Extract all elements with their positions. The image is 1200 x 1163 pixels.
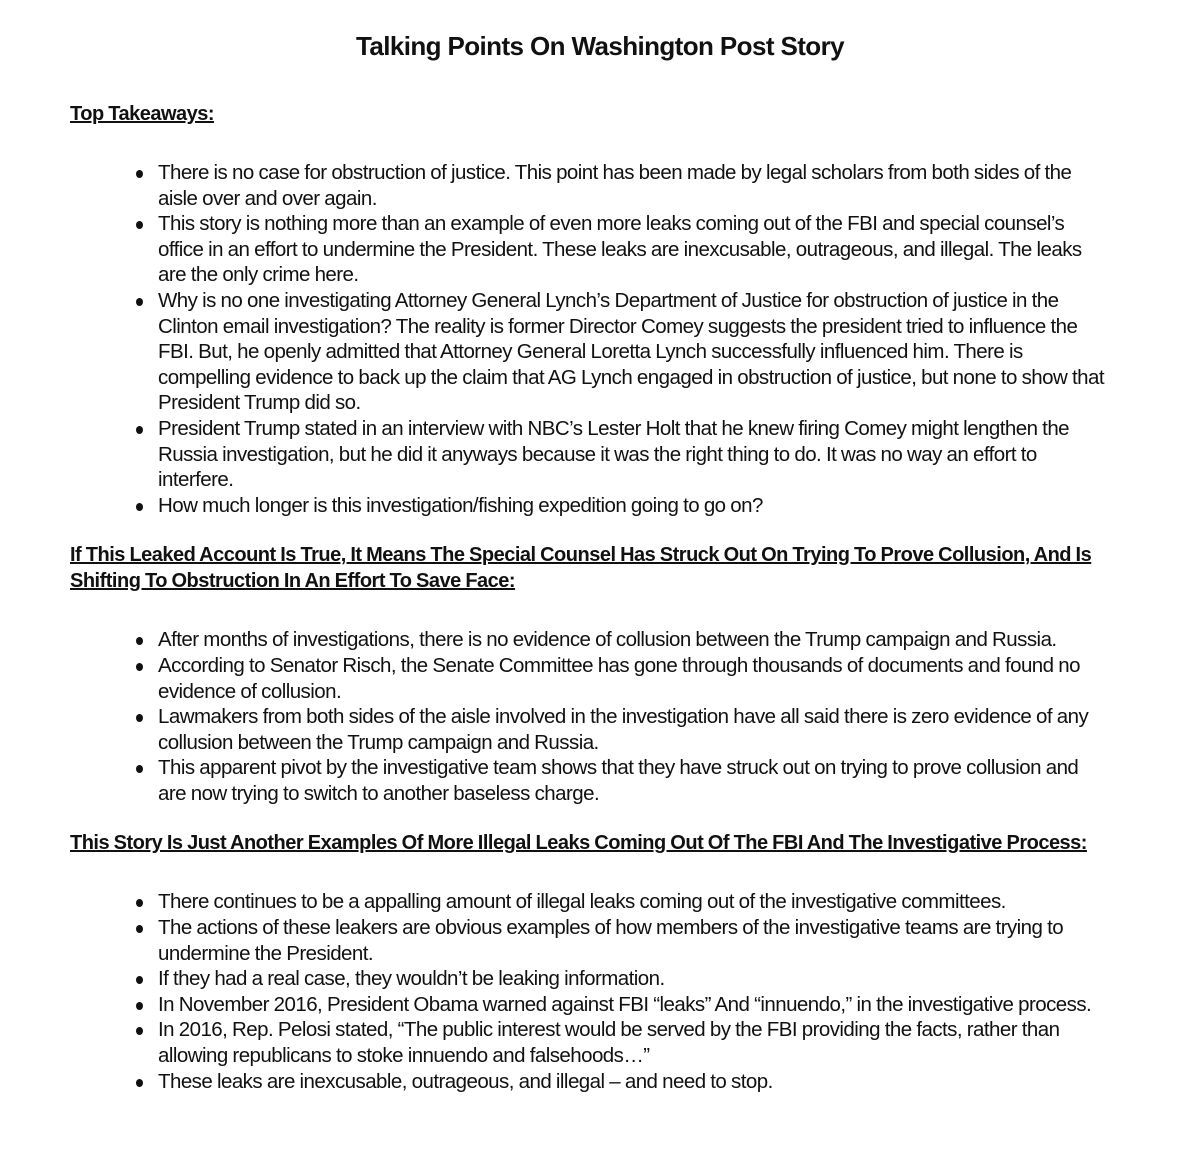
bullet-icon bbox=[136, 714, 143, 722]
list-item bbox=[158, 288, 1140, 416]
list-item bbox=[158, 966, 1140, 992]
list-item-text: How much longer is this investigation/fishing expedition going to go on? bbox=[158, 493, 763, 517]
list-item-text: President Trump stated in an interview with NBC’s Lester Holt that he knew firing Comey might lengthen the Russia investigation, but he did it anyways because it was the right thing to do. It was no way an effort to interfere. bbox=[158, 416, 1070, 492]
list-item-text: If they had a real case, they wouldn’t be leaking information. bbox=[158, 967, 665, 991]
section-heading: Top Takeaways: bbox=[70, 103, 215, 125]
bullet-icon bbox=[136, 221, 143, 229]
list-item-text: This apparent pivot by the investigative team shows that they have struck out on trying to prove collusion and are now trying to switch to another baseless charge. bbox=[158, 756, 1079, 805]
list-item bbox=[158, 416, 1140, 493]
bullet-icon bbox=[136, 637, 143, 645]
list-item bbox=[158, 1017, 1140, 1068]
bullet-icon bbox=[136, 765, 143, 773]
list-item bbox=[158, 627, 1140, 653]
bullet-icon bbox=[136, 426, 143, 434]
section-heading: If This Leaked Account Is True, It Means The Special Counsel Has Struck Out On Trying To Prove Collusion, And Is Shifting To Obstruction In An Effort To Save Face: bbox=[70, 544, 1092, 593]
list-item-text: The actions of these leakers are obvious examples of how members of the investigative teams are trying to undermine the President. bbox=[158, 916, 1064, 965]
bullet-icon bbox=[136, 1079, 143, 1087]
list-item bbox=[158, 992, 1140, 1018]
list-item-text: In November 2016, President Obama warned against FBI “leaks” And “innuendo,” in the investigative process. bbox=[158, 992, 1092, 1016]
bullet-icon bbox=[136, 1027, 143, 1035]
list-item bbox=[158, 704, 1140, 755]
list-item bbox=[158, 653, 1140, 704]
list-item bbox=[158, 211, 1140, 288]
list-item bbox=[158, 915, 1140, 966]
bullet-icon bbox=[136, 899, 143, 907]
list-item bbox=[158, 889, 1140, 915]
list-item-text: Why is no one investigating Attorney General Lynch’s Department of Justice for obstruction of justice in the Clinton email investigation? The reality is former Director Comey suggests the president tried to influence the FBI. But, he openly admitted that Attorney General Loretta Lynch successfully influenced him. There is compelling evidence to back up the claim that AG Lynch engaged in obstruction of justice, but none to show that President Trump did so. bbox=[158, 288, 1104, 415]
bullet-icon bbox=[136, 1002, 143, 1010]
list-item bbox=[158, 755, 1140, 806]
section-illegal-leaks bbox=[70, 830, 1140, 1094]
list-item-text: According to Senator Risch, the Senate Committee has gone through thousands of documents and found no evidence of collusion. bbox=[158, 653, 1080, 703]
section-heading: This Story Is Just Another Examples Of More Illegal Leaks Coming Out Of The FBI And The Investigative Process: bbox=[70, 832, 1087, 855]
section-collusion bbox=[70, 542, 1140, 806]
bullet-list bbox=[70, 627, 1140, 806]
list-item-text: This story is nothing more than an example of even more leaks coming out of the FBI and special counsel’s office in an effort to undermine the President. These leaks are inexcusable, outrageous, and illegal. The leaks are the only crime here. bbox=[158, 212, 1082, 287]
document-title: Talking Points On Washington Post Story bbox=[356, 31, 844, 61]
bullet-icon bbox=[136, 298, 143, 306]
list-item bbox=[158, 160, 1140, 211]
list-item bbox=[158, 1069, 1140, 1095]
bullet-icon bbox=[136, 976, 143, 984]
bullet-icon bbox=[136, 663, 143, 671]
list-item-text: In 2016, Rep. Pelosi stated, “The public interest would be served by the FBI providing the facts, rather than allowing republicans to stoke innuendo and falsehoods…” bbox=[158, 1018, 1060, 1068]
list-item-text: There continues to be a appalling amount of illegal leaks coming out of the investigative committees. bbox=[158, 890, 1006, 914]
bullet-icon bbox=[136, 925, 143, 933]
bullet-list bbox=[70, 160, 1140, 518]
list-item-text: There is no case for obstruction of justice. This point has been made by legal scholars from both sides of the aisle over and over again. bbox=[158, 161, 1072, 210]
bullet-icon bbox=[136, 503, 143, 511]
section-top-takeaways bbox=[70, 101, 1140, 518]
list-item-text: Lawmakers from both sides of the aisle involved in the investigation have all said there is zero evidence of any collusion between the Trump campaign and Russia. bbox=[158, 705, 1089, 754]
bullet-icon bbox=[136, 170, 143, 178]
bullet-list bbox=[70, 889, 1140, 1094]
list-item-text: These leaks are inexcusable, outrageous, and illegal – and need to stop. bbox=[158, 1069, 773, 1093]
list-item-text: After months of investigations, there is no evidence of collusion between the Trump campaign and Russia. bbox=[158, 628, 1057, 652]
list-item bbox=[158, 493, 1140, 519]
